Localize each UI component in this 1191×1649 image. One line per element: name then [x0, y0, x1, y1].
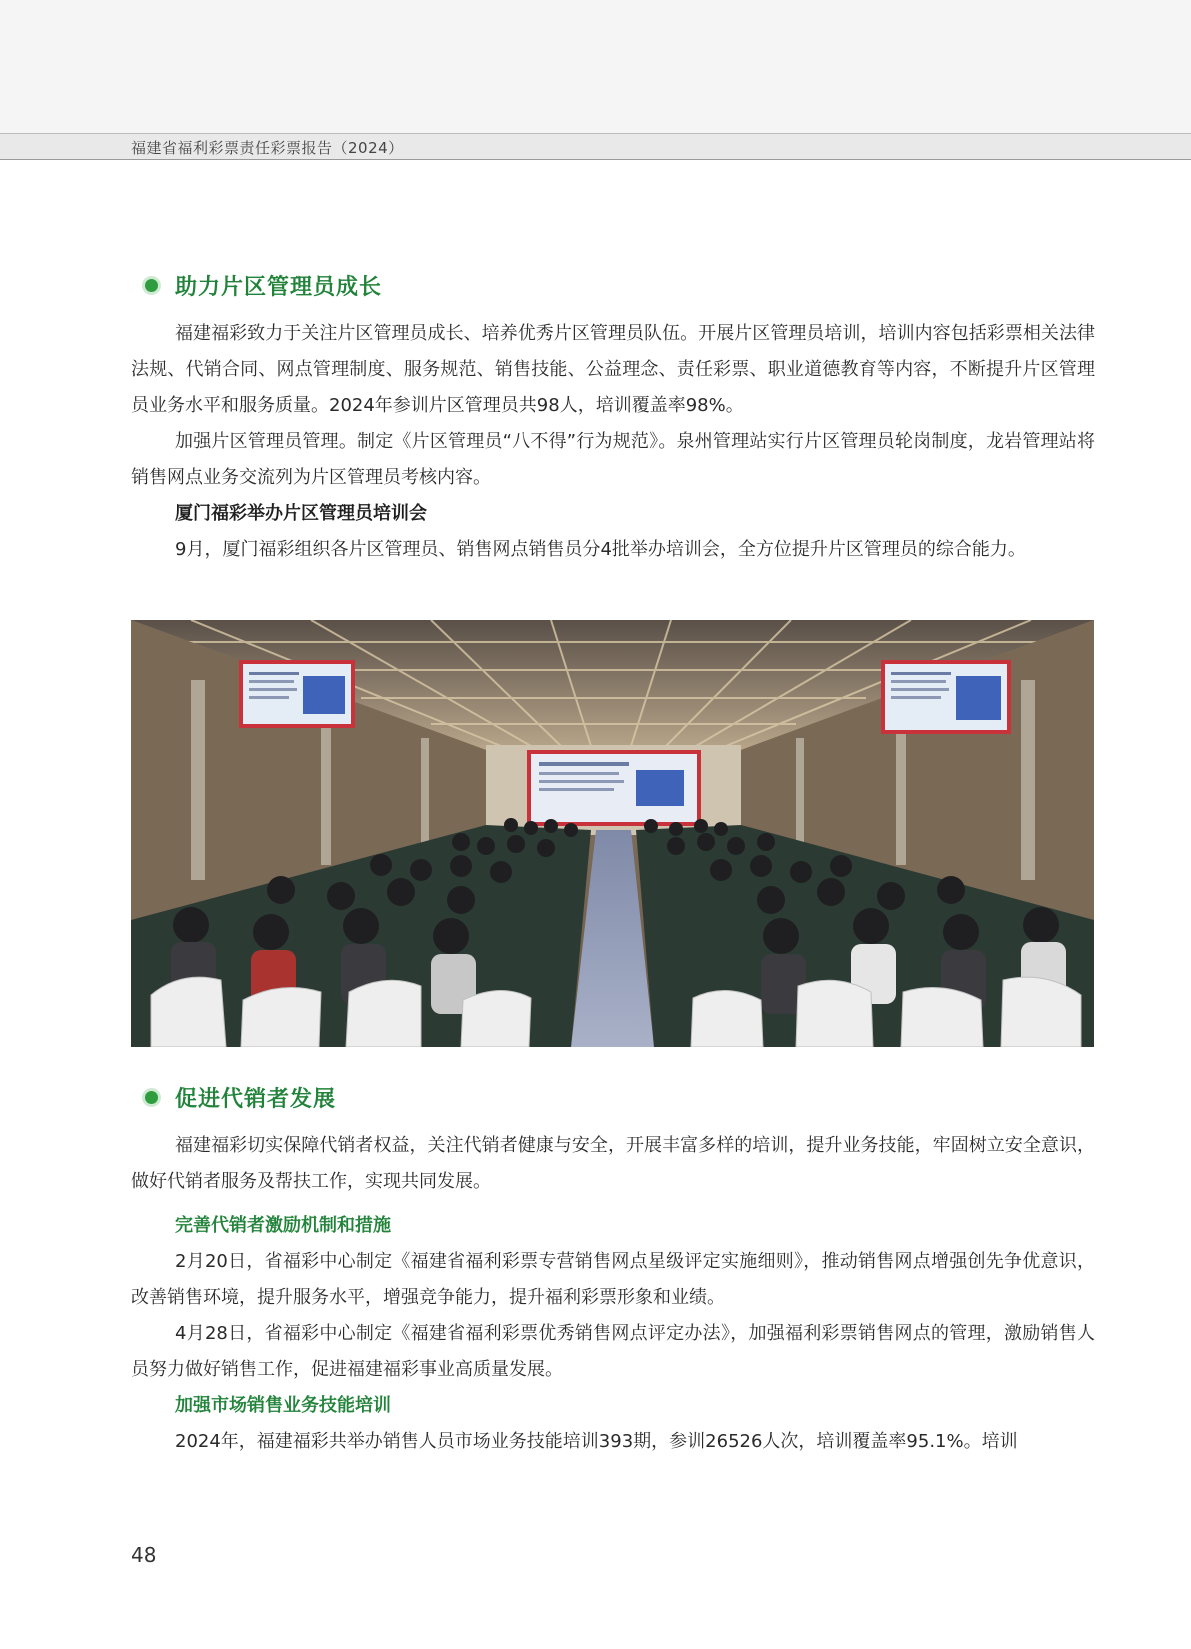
- running-header: [0, 133, 1191, 160]
- page-number: 48: [131, 1543, 157, 1567]
- conference-hall-illustration: [131, 620, 1094, 1047]
- subheading: 厦门福彩举办片区管理员培训会: [175, 503, 427, 524]
- green-bullet-icon: [145, 279, 158, 292]
- subheading: 加强市场销售业务技能培训: [175, 1395, 391, 1416]
- paragraph: 2月20日，省福彩中心制定《福建省福利彩票专营销售网点星级评定实施细则》，推动销售网点增强创先争优意识，改善销售环境，提升服务水平，增强竞争能力，提升福利彩票形象和业绩。: [131, 1251, 1095, 1308]
- report-title: 福建省福利彩票责任彩票报告（2024）: [131, 139, 404, 157]
- section-title: 促进代销者发展: [175, 1086, 337, 1112]
- top-margin: [0, 0, 1191, 133]
- paragraph: 9月，厦门福彩组织各片区管理员、销售网点销售员分4批举办培训会，全方位提升片区管理员的综合能力。: [175, 539, 1026, 560]
- section-title: 助力片区管理员成长: [175, 274, 383, 300]
- paragraph: 福建福彩致力于关注片区管理员成长、培养优秀片区管理员队伍。开展片区管理员培训，培训内容包括彩票相关法律法规、代销合同、网点管理制度、服务规范、销售技能、公益理念、责任彩票、职业道德教育等内容，不断提升片区管理员业务水平和服务质量。2024年参训片区管理员共98人，培训覆盖率98%。: [131, 323, 1095, 416]
- section-heading-retailer-development: [145, 1080, 336, 1114]
- paragraph: 4月28日，省福彩中心制定《福建省福利彩票优秀销售网点评定办法》，加强福利彩票销售网点的管理，激励销售人员努力做好销售工作，促进福建福彩事业高质量发展。: [131, 1323, 1095, 1380]
- green-bullet-icon: [145, 1091, 158, 1104]
- section-heading-manager-growth: [145, 268, 382, 302]
- subheading: 完善代销者激励机制和措施: [175, 1215, 391, 1236]
- paragraph: 2024年，福建福彩共举办销售人员市场业务技能培训393期，参训26526人次，培训覆盖率95.1%。培训: [175, 1431, 1018, 1452]
- paragraph: 加强片区管理员管理。制定《片区管理员“八不得”行为规范》。泉州管理站实行片区管理员轮岗制度，龙岩管理站将销售网点业务交流列为片区管理员考核内容。: [131, 431, 1095, 488]
- paragraph: 福建福彩切实保障代销者权益，关注代销者健康与安全，开展丰富多样的培训，提升业务技能，牢固树立安全意识，做好代销者服务及帮扶工作，实现共同发展。: [131, 1135, 1095, 1192]
- training-session-photo: [131, 620, 1094, 1047]
